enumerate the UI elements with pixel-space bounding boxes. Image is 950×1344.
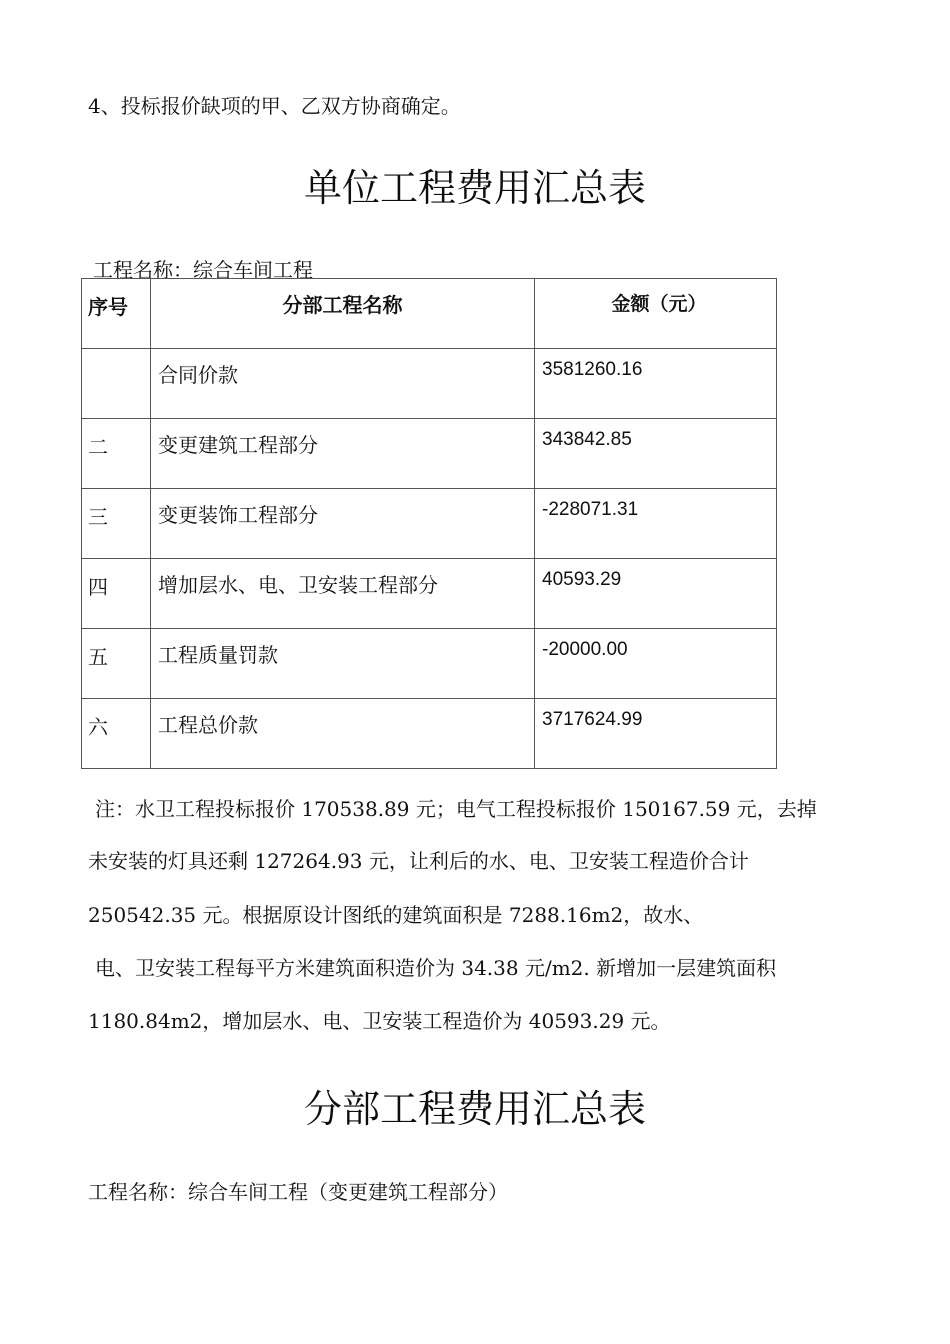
note-line-5: 1180.84m2，增加层水、电、卫安装工程造价为 40593.29 元。 <box>88 1009 671 1033</box>
header-name: 分部工程名称 <box>151 279 535 349</box>
subproject-cost-summary-title: 分部工程费用汇总表 <box>303 1087 646 1131</box>
table-row <box>82 629 777 699</box>
intro-text: 4、投标报价缺项的甲、乙双方协商确定。 <box>88 94 461 118</box>
project-name-label-2: 工程名称：综合车间工程（变更建筑工程部分） <box>88 1180 508 1204</box>
cost-summary-table <box>81 278 777 769</box>
row-amount: 3717624.99 <box>535 699 777 769</box>
table-row <box>82 559 777 629</box>
row-name: 变更建筑工程部分 <box>151 419 535 489</box>
table-row <box>82 489 777 559</box>
row-index: 五 <box>82 629 151 699</box>
row-amount: -228071.31 <box>535 489 777 559</box>
row-index: 四 <box>82 559 151 629</box>
project-name-label: 工程名称：综合车间工程 <box>93 258 313 282</box>
row-name: 工程质量罚款 <box>151 629 535 699</box>
row-index <box>82 349 151 419</box>
table-row <box>82 699 777 769</box>
table-header-row <box>82 279 777 349</box>
note-line-2: 未安装的灯具还剩 127264.93 元，让利后的水、电、卫安装工程造价合计 <box>88 849 749 873</box>
row-name: 合同价款 <box>151 349 535 419</box>
row-amount: -20000.00 <box>535 629 777 699</box>
header-amount: 金额（元） <box>535 279 777 349</box>
note-line-1: 注：水卫工程投标报价 170538.89 元；电气工程投标报价 150167.59 元，去掉 <box>95 797 817 821</box>
header-index: 序号 <box>82 279 151 349</box>
row-amount: 3581260.16 <box>535 349 777 419</box>
row-name: 工程总价款 <box>151 699 535 769</box>
note-line-4: 电、卫安装工程每平方米建筑面积造价为 34.38 元/m2. 新增加一层建筑面积 <box>95 956 777 980</box>
row-name: 变更装饰工程部分 <box>151 489 535 559</box>
row-index: 二 <box>82 419 151 489</box>
table-row <box>82 349 777 419</box>
row-index: 六 <box>82 699 151 769</box>
row-amount: 343842.85 <box>535 419 777 489</box>
row-name: 增加层水、电、卫安装工程部分 <box>151 559 535 629</box>
note-line-3: 250542.35 元。根据原设计图纸的建筑面积是 7288.16m2，故水、 <box>88 903 704 927</box>
unit-cost-summary-title: 单位工程费用汇总表 <box>303 166 646 210</box>
row-index: 三 <box>82 489 151 559</box>
row-amount: 40593.29 <box>535 559 777 629</box>
table-row <box>82 419 777 489</box>
